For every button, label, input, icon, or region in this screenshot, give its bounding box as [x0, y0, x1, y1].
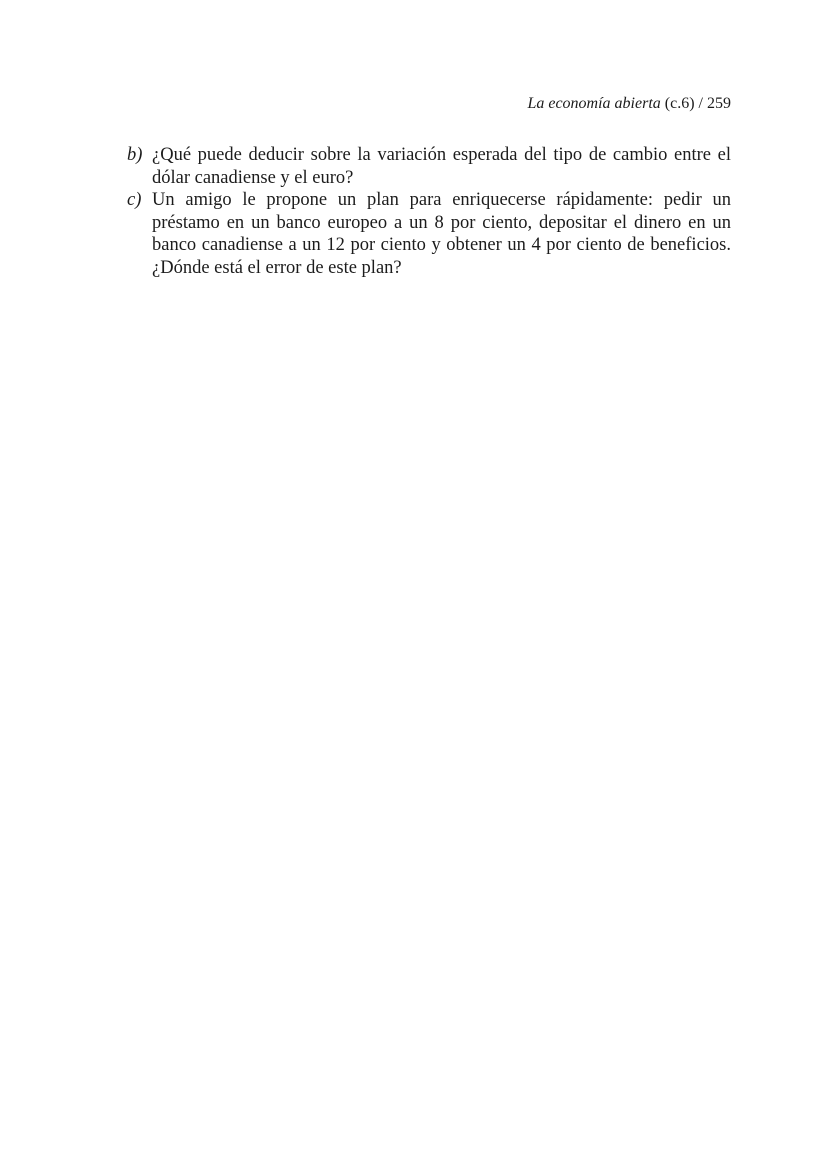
header-chapter: (c.6)	[664, 95, 695, 112]
exercise-marker: b)	[127, 145, 143, 165]
exercise-list	[127, 144, 731, 279]
exercise-item-c	[127, 189, 731, 279]
exercise-text: ¿Qué puede deducir sobre la variación esperada del tipo de cambio entre el dólar canadiense y el euro?	[152, 145, 731, 188]
exercise-marker: c)	[127, 190, 142, 210]
exercise-item-b	[127, 144, 731, 189]
header-separator: /	[698, 95, 703, 112]
page-number: 259	[707, 95, 731, 112]
running-header	[527, 94, 731, 114]
header-title: La economía abierta	[527, 95, 661, 112]
exercise-text: Un amigo le propone un plan para enriquecerse rápidamente: pedir un préstamo en un banco europeo a un 8 por ciento, depositar el dinero en un banco canadiense a un 12 por ciento y obtener un 4 por ciento de beneficios. ¿Dónde está el error de este plan?	[152, 190, 731, 278]
